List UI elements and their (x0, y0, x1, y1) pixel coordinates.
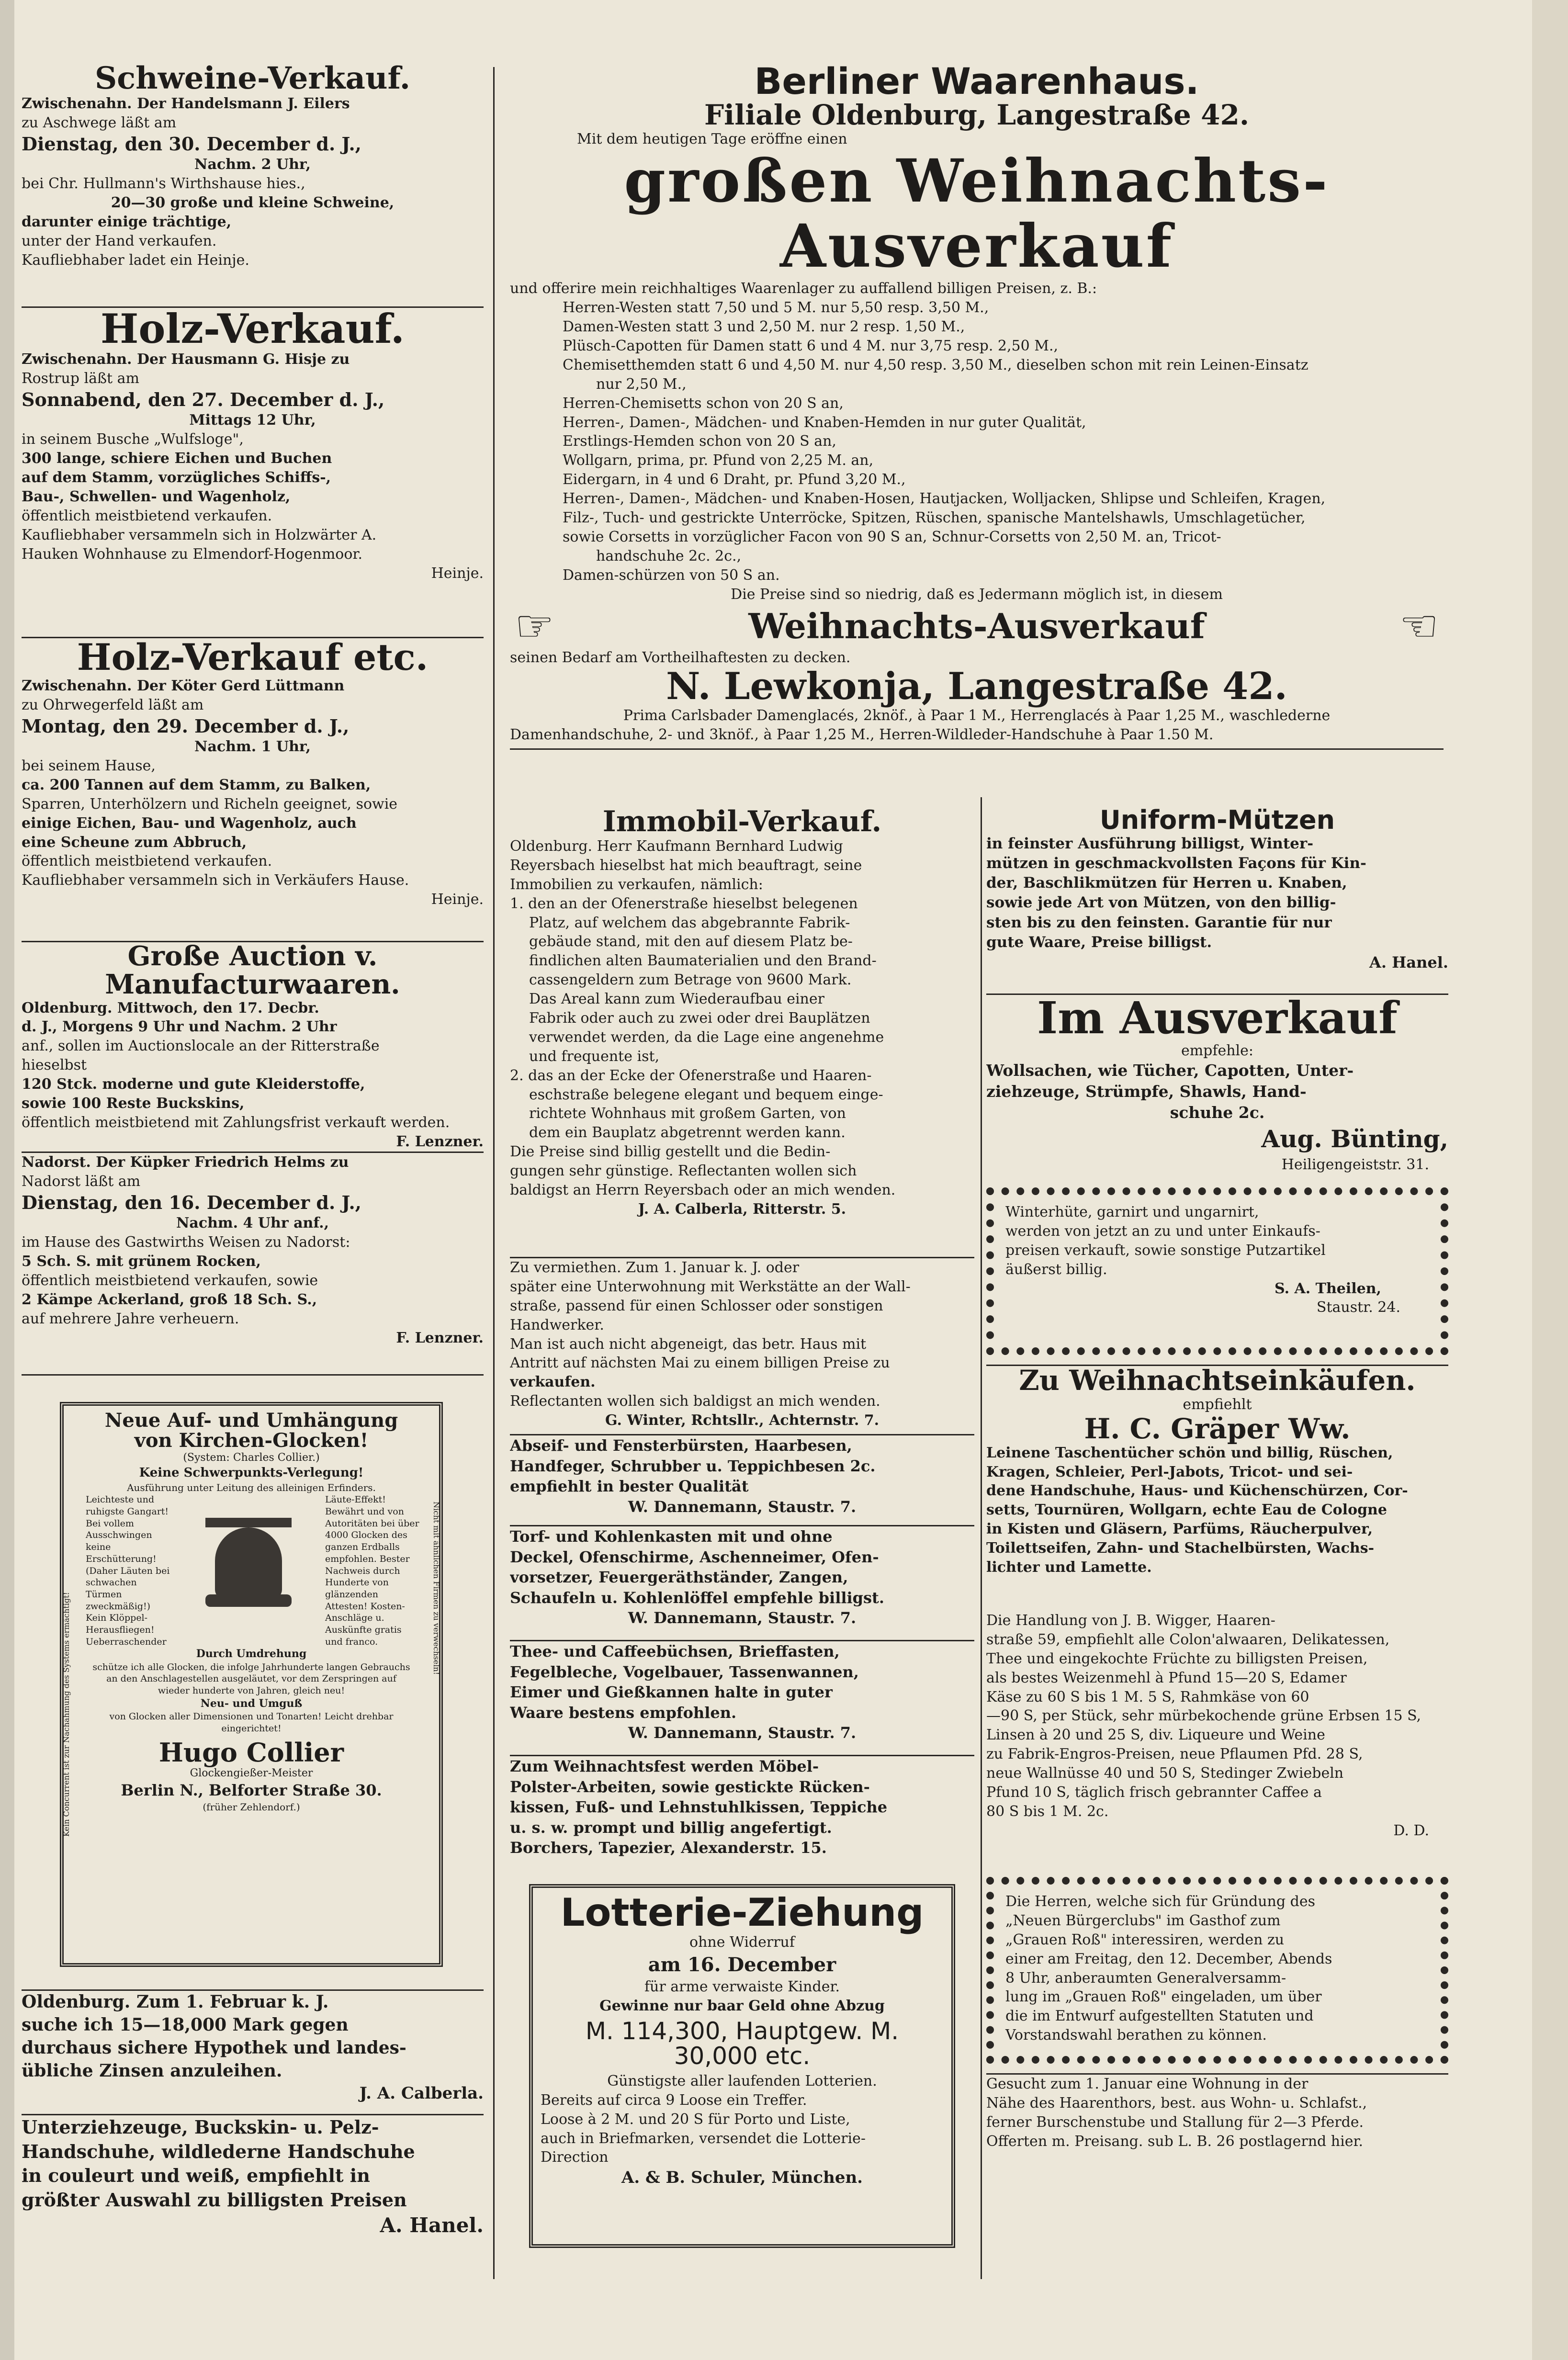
ad-line: für arme verwaiste Kinder. (644, 1978, 840, 1996)
ad-line: öffentlich meistbietend verkaufen, sowie (22, 1272, 318, 1289)
ad-line: 8 Uhr, anberaumten Generalversamm- (1005, 1969, 1286, 1987)
ad-line: Bau-, Schwellen- und Wagenholz, (22, 488, 291, 506)
ad-signature: Aug. Bünting, (1261, 1125, 1448, 1153)
ad-title: Lotterie-Ziehung (560, 1890, 924, 1935)
ad-line: hieselbst (22, 1057, 87, 1074)
ad-line: setts, Tournüren, Wollgarn, echte Eau de Cologne (986, 1502, 1387, 1519)
ad-headline: Weihnachts-Ausverkauf (748, 605, 1205, 646)
ad-title: Schweine-Verkauf. (94, 62, 411, 96)
ad-line: in seinem Busche „Wulfsloge", (22, 431, 244, 448)
ad-line: einer am Freitag, den 12. December, Abends (1005, 1950, 1332, 1967)
ad-line: Keine Schwerpunkts-Verlegung! (139, 1466, 364, 1480)
ad-line: straße 59, empfiehlt alle Colon'alwaaren, Delikatessen, (986, 1631, 1390, 1648)
ad-line: ziehzeuge, Strümpfe, Shawls, Hand- (986, 1082, 1307, 1101)
ad-line: schuhe 2c. (1170, 1103, 1265, 1122)
ad-wigger (986, 1611, 1448, 1841)
ad-line: (früher Zehlendorf.) (203, 1801, 300, 1813)
column-separator-2 (981, 797, 982, 2279)
ad-line: darunter einige trächtige, (22, 214, 232, 231)
ad-line: 5 Sch. S. mit grünem Rocken, (22, 1253, 261, 1270)
ad-line: „Grauen Roß" interessiren, werden zu (1005, 1931, 1285, 1948)
ad-line: als bestes Weizenmehl à Pfund 15—20 S, Edamer (986, 1669, 1347, 1686)
ad-headline: großen Weihnachts-Ausverkauf (624, 146, 1330, 281)
ad-line: Pfund 10 S, täglich frisch gebrannter Caffee a (986, 1784, 1322, 1801)
ad-line: straße, passend für einen Schlosser oder sonstigen (510, 1297, 883, 1314)
right-margin-edge (1532, 0, 1568, 2360)
ad-signature: Borchers, Tapezier, Alexanderstr. 15. (510, 1839, 827, 1857)
ad-signature: D. D. (1393, 1822, 1429, 1839)
ad-line: mützen in geschmackvollsten Façons für Kin- (986, 854, 1366, 872)
ad-auction (22, 941, 484, 1152)
ad-signature: G. Winter, Rchtsllr., Achternstr. 7. (605, 1412, 880, 1429)
ad-line: die im Entwurf aufgestellten Statuten und (1005, 2008, 1314, 2025)
ad-line: äußerst billig. (1005, 1261, 1107, 1278)
ad-line: Zum Weihnachtsfest werden Möbel- (510, 1757, 819, 1775)
ad-line: Herren-, Damen-, Mädchen- und Knaben-Hemden in nur guter Qualität, (563, 414, 1086, 431)
ad-line: Prima Carlsbader Damenglacés, 2knöf., à Paar 1 M., Herrenglacés à Paar 1,25 M., waschlederne (623, 707, 1331, 724)
ad-hanel-handschuhe (22, 2114, 484, 2239)
ad-line: baldigst an Herrn Reyersbach oder an mich wenden. (510, 1182, 896, 1199)
pointing-hand-left-icon: ☜ (1399, 600, 1439, 652)
ad-line: Fabrik oder auch zu zwei oder drei Bauplätzen (529, 1010, 870, 1027)
ad-line: sten bis zu den feinsten. Garantie für nur (986, 914, 1332, 931)
ad-line: preisen verkauft, sowie sonstige Putzartikel (1005, 1242, 1326, 1259)
ad-line: und frequente ist, (529, 1048, 660, 1065)
ad-title: von Kirchen-Glocken! (134, 1429, 369, 1452)
ad-title: Neue Auf- und Umhängung (104, 1409, 398, 1432)
ad-line: 2. das an der Ecke der Ofenerstraße und Haaren- (510, 1067, 872, 1084)
ad-line: Kaufliebhaber versammeln sich in Holzwärter A. (22, 526, 377, 543)
ad-line: in couleurt und weiß, empfiehlt in (22, 2165, 370, 2187)
ad-holz-verkauf-etc (22, 637, 484, 909)
ad-line: Die Preise sind so niedrig, daß es Jedermann möglich ist, in diesem (731, 586, 1223, 603)
ad-title: Holz-Verkauf. (100, 306, 405, 352)
ad-line: Erstlings-Hemden schon von 20 S an, (563, 433, 836, 450)
ad-calberla-hypothek (22, 1989, 484, 2104)
ad-line: öffentlich meistbietend verkaufen. (22, 507, 272, 524)
ad-line: ca. 200 Tannen auf dem Stamm, zu Balken, (22, 776, 371, 793)
ad-line: Thee und eingekochte Früchte zu billigsten Preisen, (986, 1650, 1368, 1667)
ad-title: Holz-Verkauf etc. (77, 637, 429, 678)
ad-signature: J. A. Calberla, Ritterstr. 5. (638, 1200, 846, 1218)
ad-line: zu Ohrwegerfeld läßt am (22, 696, 204, 713)
ad-line: Zwischenahn. Der Hausmann G. Hisje zu (22, 351, 350, 368)
ad-line: in feinster Ausführung billigst, Winter- (986, 835, 1314, 852)
ad-line: zu Fabrik-Engros-Preisen, neue Pflaumen Pfd. 28 S, (986, 1746, 1363, 1763)
ad-collier-frame (22, 1374, 484, 1986)
ad-line: Zwischenahn. Der Handelsmann J. Eilers (22, 95, 350, 113)
ad-line: und offerire mein reichhaltiges Waarenlager zu auffallend billigen Preisen, z. B.: (510, 280, 1097, 297)
ad-line: Damen-Westen statt 3 und 2,50 M. nur 2 resp. 1,50 M., (563, 318, 965, 336)
ad-line: ferner Burschenstube und Stallung für 2—3 Pferde. (986, 2113, 1364, 2131)
ad-line: Damenhandschuhe, 2- und 3knöf., à Paar 1,25 M., Herren-Wildleder-Handschuhe à Paar 1.50 M. (510, 726, 1214, 744)
ad-line: Mit dem heutigen Tage eröffne einen (577, 130, 847, 147)
ad-line: anf., sollen im Auctionslocale an der Ritterstraße (22, 1038, 380, 1055)
ad-line: Neu- und Umguß (200, 1697, 303, 1710)
ad-dannemann-buersten (510, 1434, 974, 1517)
ad-side-note: Nicht mit ähnlichen Firmen zu verwechseln! (432, 1502, 441, 1675)
ad-signature: W. Dannemann, Staustr. 7. (628, 1724, 857, 1742)
ad-line: Vorstandswahl berathen zu können. (1005, 2027, 1267, 2044)
ad-line: Deckel, Ofenschirme, Aschenneimer, Ofen- (510, 1547, 879, 1566)
ad-line: Mittags 12 Uhr, (189, 412, 316, 429)
ad-line: öffentlich meistbietend verkaufen. (22, 853, 272, 870)
ad-line: Wollgarn, prima, pr. Pfund von 2,25 M. an, (563, 452, 874, 469)
ad-line: Montag, den 29. December d. J., (22, 715, 350, 737)
ad-line: d. J., Morgens 9 Uhr und Nachm. 2 Uhr (22, 1018, 337, 1036)
ad-line: Gesucht zum 1. Januar eine Wohnung in der (986, 2076, 1309, 2092)
ad-line: schütze ich alle Glocken, die infolge Jahrhunderte langen Gebrauchs an den Anschlagestellen ausgeläutet, vor dem Zerspringen auf wieder hunderte von Jahren, gleich neu! (92, 1661, 410, 1696)
ad-line: im Hause des Gastwirths Weisen zu Nadorst: (22, 1234, 350, 1251)
ad-gesucht (986, 2073, 1448, 2151)
ad-signature: Heinje. (431, 891, 484, 908)
ad-line: Handwerker. (510, 1316, 604, 1333)
ad-line: bei seinem Hause, (22, 757, 156, 774)
ad-line: Nähe des Haarenthors, best. aus Wohn- u. Schlafst., (986, 2094, 1367, 2112)
ad-line: Reflectanten wollen sich baldigst an mich wenden. (510, 1393, 880, 1410)
ad-line: später eine Unterwohnung mit Werkstätte an der Wall- (510, 1278, 911, 1295)
ad-line: gungen sehr günstige. Reflectanten wollen sich (510, 1163, 857, 1180)
ad-line: Antritt auf nächsten Mai zu einem billigen Preise zu (510, 1355, 890, 1372)
ad-line: Reyersbach hieselbst hat mich beauftragt, seine (510, 857, 862, 874)
ad-line: Filz-, Tuch- und gestrickte Unterröcke, Spitzen, Rüschen, spanische Mantelshawls, Umschlagetücher, (563, 509, 1306, 527)
ad-line: lichter und Lamette. (986, 1559, 1152, 1576)
ad-line: der, Baschlikmützen für Herren u. Knaben, (986, 874, 1347, 892)
weihnachts-row (510, 600, 1444, 652)
ad-line: werden von jetzt an zu und unter Einkaufs- (1005, 1222, 1320, 1240)
ad-signature: S. A. Theilen, (1274, 1280, 1381, 1297)
ad-line: Eimer und Gießkannen halte in guter (510, 1683, 833, 1702)
ad-line: Offerten m. Preisang. sub L. B. 26 postlagernd hier. (986, 2133, 1364, 2150)
ad-signature: W. Dannemann, Staustr. 7. (628, 1609, 857, 1627)
ad-line: einige Eichen, Bau- und Wagenholz, auch (22, 814, 357, 832)
ad-line: Wollsachen, wie Tücher, Capotten, Unter- (986, 1061, 1354, 1080)
ad-signature: W. Dannemann, Staustr. 7. (628, 1497, 857, 1516)
ad-line: Man ist auch nicht abgeneigt, das betr. Haus mit (510, 1335, 867, 1353)
ad-subtitle: Filiale Oldenburg, Langestraße 42. (704, 98, 1250, 131)
ad-line: Käse zu 60 S bis 1 M. 5 S, Rahmkäse von 60 (986, 1688, 1309, 1705)
ad-line: bei Chr. Hullmann's Wirthshause hies., (22, 175, 305, 192)
ad-line: Nachm. 1 Uhr, (194, 738, 311, 756)
ad-line: Schaufeln u. Kohlenlöffel empfehle billigst. (510, 1588, 884, 1607)
ad-line: Kragen, Schleier, Perl-Jabots, Tricot- und sei- (986, 1463, 1353, 1480)
ad-schweine-verkauf (22, 62, 484, 270)
ad-line: größter Auswahl zu billigsten Preisen (22, 2189, 407, 2211)
ad-line: Nadorst läßt am (22, 1173, 141, 1190)
ad-line: Herren-, Damen-, Mädchen- und Knaben-Hosen, Hautjacken, Wolljacken, Shlipse und Schleifen, Kragen, (563, 490, 1326, 508)
column-right (986, 797, 1448, 2258)
ad-line: sowie 100 Reste Buckskins, (22, 1095, 245, 1112)
ad-line: Unterziehzeuge, Buckskin- u. Pelz- (22, 2116, 379, 2138)
ad-line: Waare bestens empfohlen. (510, 1703, 737, 1722)
ad-immobil-verkauf (510, 807, 974, 1219)
ad-signature: Heinje. (431, 565, 484, 582)
ad-line: gute Waare, Preise billigst. (986, 933, 1212, 951)
ad-side-note: Kein Concurrent ist zur Nachahmung des Systems ermächtigt! (62, 1592, 71, 1837)
ad-title: Berliner Waarenhaus. (754, 60, 1199, 102)
ad-side-text: Läute-Effekt! Bewährt und von Autoritäten bei über 4000 Glocken des ganzen Erdballs empfohlen. Bester Nachweis durch Hunderte von glänzenden Attesten! Kosten-Anschläge u. Auskünfte gratis und franco. (325, 1494, 419, 1647)
ad-title: Uniform-Mützen (1099, 807, 1335, 835)
ad-line: von Glocken aller Dimensionen und Tonarten! Leicht drehbar eingerichtet! (109, 1711, 394, 1734)
ad-im-ausverkauf (986, 994, 1448, 1174)
ad-nadorst (22, 1152, 484, 1348)
ad-line: ohne Widerruf (689, 1934, 795, 1951)
ad-line: Chemisetthemden statt 6 und 4,50 M. nur 4,50 resp. 3,50 M., dieselben schon mit rein Leinen-Einsatz (563, 356, 1309, 373)
ad-line: findlichen alten Baumaterialien und den Brand- (529, 952, 877, 970)
ad-signature: A. & B. Schuler, München. (621, 2168, 863, 2188)
ad-line: (System: Charles Collier.) (183, 1452, 320, 1464)
ad-signature: A. Hanel. (1369, 953, 1448, 971)
ad-line: Thee- und Caffeebüchsen, Brieffasten, (510, 1642, 840, 1660)
ad-prize: M. 114,300, Hauptgew. M. 30,000 etc. (585, 2017, 899, 2070)
ad-line: Herren-Westen statt 7,50 und 5 M. nur 5,50 resp. 3,50 M., (563, 299, 989, 316)
ad-side-text: Leichteste und ruhigste Gangart! Bei vollem Ausschwingen keine Erschütterung! (Daher Läuten bei schwachen Türmen zweckmäßig!) Kein Klöppel-Herausfliegen! Ueberraschender (86, 1494, 170, 1647)
ad-line: Ausführung unter Leitung des alleinigen Erfinders. (127, 1481, 376, 1493)
ad-line: Platz, auf welchem das abgebrannte Fabrik- (529, 914, 850, 931)
ad-line: Glockengießer-Meister (190, 1767, 313, 1780)
ad-line: —90 S, per Stück, sehr mürbekochende grüne Erbsen 15 S, (986, 1707, 1421, 1725)
ad-line: kissen, Fuß- und Lehnstuhlkissen, Teppiche (510, 1798, 888, 1817)
ad-winterhuete (986, 1187, 1448, 1355)
ad-line: nur 2,50 M., (596, 375, 687, 393)
ad-line: Direction (541, 2149, 609, 2166)
ad-line: Berlin N., Belforter Straße 30. (121, 1781, 382, 1800)
ad-line: Linsen à 20 und 25 S, div. Liqueure und Weine (986, 1727, 1325, 1744)
ad-line: u. s. w. prompt und billig angefertigt. (510, 1818, 832, 1837)
ad-buergerclub (986, 1877, 1448, 2064)
ad-line: Nadorst. Der Küpker Friedrich Helms zu (22, 1154, 349, 1171)
ad-line: Handschuhe, wildlederne Handschuhe (22, 2140, 415, 2162)
ad-line: Gewinne nur baar Geld ohne Abzug (599, 1997, 885, 2014)
ad-line: Eidergarn, in 4 und 6 Draht, pr. Pfund 3,20 M., (563, 471, 906, 488)
ad-line: 120 Stck. moderne und gute Kleiderstoffe, (22, 1076, 365, 1093)
ad-line: sowie Corsetts in vorzüglicher Facon von 90 S an, Schnur-Corsetts von 2,50 M. an, Tricot- (563, 528, 1221, 545)
ad-title: Zu Weihnachtseinkäufen. (1019, 1365, 1416, 1397)
ad-line: empfiehlt (1183, 1396, 1252, 1413)
ad-line: richtete Wohnhaus mit großem Garten, von (529, 1105, 846, 1122)
ad-line: Herren-Chemisetts schon von 20 S an, (563, 395, 844, 412)
ad-uniform-muetzen (986, 807, 1448, 973)
ad-line: Immobilien zu verkaufen, nämlich: (510, 876, 763, 893)
ad-line: Bereits auf circa 9 Loose ein Treffer. (541, 2091, 807, 2109)
ad-line: Sparren, Unterhölzern und Richeln geeignet, sowie (22, 795, 398, 813)
ad-collier-glocken (60, 1402, 443, 1967)
ad-line: am 16. December (648, 1953, 836, 1976)
ad-signature: F. Lenzner. (396, 1133, 484, 1150)
ad-line: cassengeldern zum Betrage von 9600 Mark. (529, 971, 852, 989)
ad-line: Oldenburg. Zum 1. Februar k. J. (22, 1992, 329, 2012)
ad-line: zu Aschwege läßt am (22, 114, 177, 132)
ad-line: übliche Zinsen anzuleihen. (22, 2060, 282, 2081)
ad-line: Nachm. 4 Uhr anf., (176, 1215, 329, 1232)
ad-title: Immobil-Verkauf. (602, 807, 882, 838)
ad-line: eine Scheune zum Abbruch, (22, 834, 247, 851)
ad-address: Heiligengeiststr. 31. (1281, 1156, 1429, 1173)
ad-line: 1. den an der Ofenerstraße hieselbst belegenen (510, 895, 858, 912)
ad-title: Im Ausverkauf (1037, 994, 1398, 1044)
ad-line: Das Areal kann zum Wiederaufbau einer (529, 991, 824, 1008)
ad-line: Nachm. 2 Uhr, (194, 156, 311, 173)
ad-line: Damen-schürzen von 50 S an. (563, 566, 780, 584)
ad-line: Oldenburg. Mittwoch, den 17. Decbr. (22, 999, 319, 1016)
ad-line: auch in Briefmarken, versendet die Lotterie- (541, 2130, 866, 2147)
ad-line: eschstraße belegene elegant und bequem einge- (529, 1086, 883, 1103)
ad-line: Kaufliebhaber ladet ein Heinje. (22, 251, 249, 269)
ad-line: empfiehlt in bester Qualität (510, 1477, 749, 1496)
ad-signature: N. Lewkonja, Langestraße 42. (666, 665, 1287, 709)
ad-title: Große Auction v. Manufacturwaaren. (105, 941, 400, 1000)
ad-line: Fegelbleche, Vogelbauer, Tassenwannen, (510, 1662, 859, 1681)
ad-signature: J. A. Calberla. (359, 2083, 484, 2103)
ad-line: handschuhe 2c. 2c., (596, 547, 742, 565)
ad-line: Dienstag, den 30. December d. J., (22, 133, 361, 155)
ad-line: durchaus sichere Hypothek und landes- (22, 2037, 406, 2058)
left-margin-strip (0, 0, 14, 2360)
ad-line: dem ein Bauplatz abgetrennt werden kann. (529, 1124, 846, 1141)
ad-line: lung im „Grauen Roß" eingeladen, um über (1005, 1988, 1322, 2006)
ad-line: 300 lange, schiere Eichen und Buchen (22, 450, 332, 467)
pointing-hand-right-icon: ☞ (515, 600, 554, 652)
ad-line: vorsetzer, Feuergeräthständer, Zangen, (510, 1568, 848, 1587)
ad-line: auf dem Stamm, vorzügliches Schiffs-, (22, 469, 331, 486)
ad-berliner-waarenhaus (510, 34, 1444, 795)
ad-line: Kaufliebhaber versammeln sich in Verkäufers Hause. (22, 872, 409, 889)
column-left (22, 34, 484, 2246)
ad-line: seinen Bedarf am Vortheilhaftesten zu decken. (510, 649, 851, 666)
ad-line: 2 Kämpe Ackerland, groß 18 Sch. S., (22, 1291, 317, 1308)
ad-line: dene Handschuhe, Haus- und Küchenschürzen, Cor- (986, 1482, 1408, 1500)
ad-name: H. C. Gräper Ww. (1084, 1412, 1351, 1445)
ad-line: Die Handlung von J. B. Wigger, Haaren- (986, 1612, 1275, 1629)
ad-line: Abseif- und Fensterbürsten, Haarbesen, (510, 1436, 852, 1455)
ad-line: gebäude stand, mit den auf diesem Platz be- (529, 933, 853, 950)
ad-line: in Kisten und Gläsern, Parfüms, Räucherpulver, (986, 1521, 1373, 1538)
ad-line: Die Preise sind billig gestellt und die Bedin- (510, 1143, 831, 1161)
ad-signature: A. Hanel. (380, 2213, 484, 2237)
ad-line: 80 S bis 1 M. 2c. (986, 1803, 1109, 1820)
ad-holz-verkauf (22, 306, 484, 583)
ad-line: 20—30 große und kleine Schweine, (111, 194, 395, 212)
ad-dannemann-thee (510, 1640, 974, 1743)
ad-line: Dienstag, den 16. December d. J., (22, 1191, 361, 1213)
ad-line: verwendet werden, da die Lage eine angenehme (529, 1028, 884, 1046)
ad-line: neue Wallnüsse 40 und 50 S, Stedinger Zwiebeln (986, 1765, 1344, 1782)
ad-graeper (986, 1365, 1448, 1577)
bell-section (71, 1494, 431, 1647)
ad-line: Loose à 2 M. und 20 S für Porto und Liste, (541, 2111, 850, 2128)
ad-address: Staustr. 24. (1316, 1299, 1400, 1316)
ad-line: empfehle: (1181, 1042, 1254, 1059)
ad-line: „Neuen Bürgerclubs" im Gasthof zum (1005, 1912, 1281, 1929)
ad-line: Toilettseifen, Zahn- und Stachelbürsten, Wachs- (986, 1540, 1375, 1557)
ad-zu-vermiethen (510, 1257, 974, 1430)
ad-line: Zwischenahn. Der Köter Gerd Lüttmann (22, 677, 345, 694)
ad-line: Polster-Arbeiten, sowie gestickte Rücken- (510, 1777, 870, 1796)
ad-name: Hugo Collier (158, 1737, 344, 1768)
ad-line: Günstigste aller laufenden Lotterien. (607, 2072, 877, 2089)
ad-line: sowie jede Art von Mützen, von den billig- (986, 894, 1336, 912)
ad-line: Handfeger, Schrubber u. Teppichbesen 2c. (510, 1457, 876, 1475)
ad-line: auf mehrere Jahre verheuern. (22, 1310, 239, 1327)
ad-line: Leinene Taschentücher schön und billig, Rüschen, (986, 1444, 1393, 1461)
ad-line: Zu vermiethen. Zum 1. Januar k. J. oder (510, 1259, 800, 1276)
ad-line: Durch Umdrehung (196, 1648, 307, 1660)
church-bell-icon (205, 1513, 292, 1614)
column-separator-1 (493, 67, 495, 2279)
ad-line: Oldenburg. Herr Kaufmann Bernhard Ludwig (510, 838, 843, 855)
ad-line: verkaufen. (510, 1374, 596, 1391)
ad-dannemann-kohlen (510, 1525, 974, 1628)
ad-line: Die Herren, welche sich für Gründung des (1005, 1893, 1315, 1910)
ad-borchers (510, 1755, 974, 1858)
ad-lotterie (529, 1884, 955, 2248)
ad-signature: F. Lenzner. (396, 1329, 484, 1346)
ad-line: unter der Hand verkaufen. (22, 233, 217, 250)
ad-line: öffentlich meistbietend mit Zahlungsfrist verkauft werden. (22, 1114, 450, 1131)
ad-line: Winterhüte, garnirt und ungarnirt, (1005, 1204, 1259, 1220)
column-middle (510, 797, 974, 2258)
ad-line: Sonnabend, den 27. December d. J., (22, 388, 385, 410)
ad-line: Torf- und Kohlenkasten mit und ohne (510, 1527, 833, 1546)
ad-line: Rostrup läßt am (22, 370, 139, 387)
ad-line: Plüsch-Capotten für Damen statt 6 und 4 M. nur 3,75 resp. 2,50 M., (563, 338, 1059, 355)
ad-line: suche ich 15—18,000 Mark gegen (22, 2014, 349, 2035)
ad-line: Hauken Wohnhause zu Elmendorf-Hogenmoor. (22, 545, 362, 563)
